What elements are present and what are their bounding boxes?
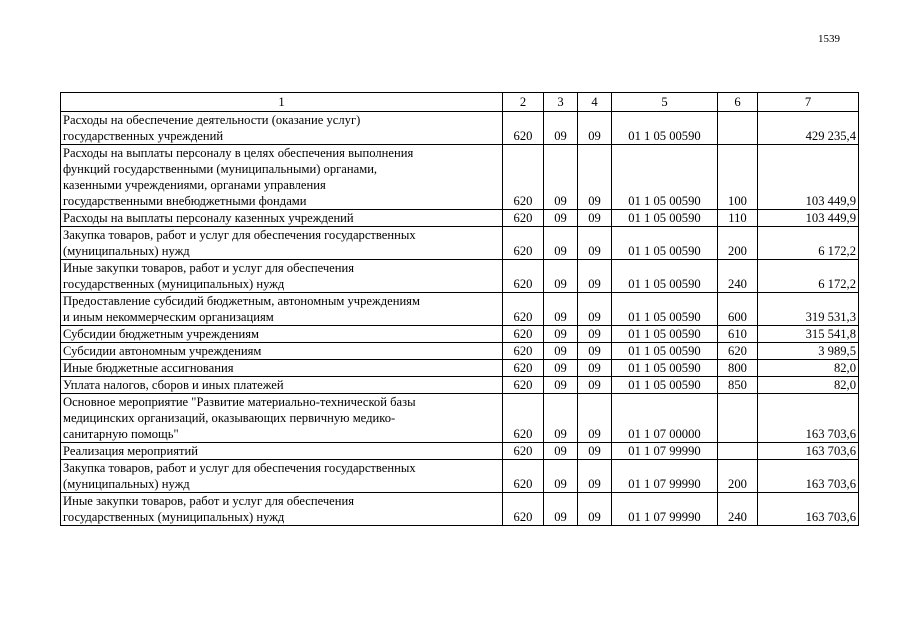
table-row bbox=[61, 343, 859, 360]
expense-type-code: 620 bbox=[718, 343, 758, 360]
target-article-code: 01 1 07 00000 bbox=[612, 394, 718, 443]
expense-description: Иные бюджетные ассигнования bbox=[61, 360, 503, 377]
section-code: 09 bbox=[544, 326, 578, 343]
table-row bbox=[61, 493, 859, 526]
amount: 6 172,2 bbox=[758, 260, 859, 293]
section-code: 09 bbox=[544, 210, 578, 227]
subsection-code: 09 bbox=[578, 460, 612, 493]
expense-type-code: 110 bbox=[718, 210, 758, 227]
amount: 315 541,8 bbox=[758, 326, 859, 343]
section-code: 09 bbox=[544, 145, 578, 210]
ministry-code: 620 bbox=[503, 360, 544, 377]
table-row bbox=[61, 260, 859, 293]
expense-type-code: 240 bbox=[718, 260, 758, 293]
expense-type-code: 200 bbox=[718, 227, 758, 260]
section-code: 09 bbox=[544, 112, 578, 145]
expense-type-code bbox=[718, 443, 758, 460]
table-row bbox=[61, 360, 859, 377]
subsection-code: 09 bbox=[578, 112, 612, 145]
expense-description: Расходы на выплаты персоналу казенных учреждений bbox=[61, 210, 503, 227]
table-row bbox=[61, 377, 859, 394]
target-article-code: 01 1 05 00590 bbox=[612, 145, 718, 210]
budget-table bbox=[60, 92, 859, 526]
ministry-code: 620 bbox=[503, 326, 544, 343]
expense-description: Основное мероприятие "Развитие материально-технической базы медицинских организаций, оказывающих первичную медико- санитарную помощь" bbox=[61, 394, 503, 443]
table-row bbox=[61, 326, 859, 343]
expense-type-code: 240 bbox=[718, 493, 758, 526]
ministry-code: 620 bbox=[503, 227, 544, 260]
target-article-code: 01 1 05 00590 bbox=[612, 112, 718, 145]
table-row bbox=[61, 293, 859, 326]
table-row bbox=[61, 112, 859, 145]
subsection-code: 09 bbox=[578, 343, 612, 360]
target-article-code: 01 1 05 00590 bbox=[612, 343, 718, 360]
column-header: 6 bbox=[718, 93, 758, 112]
expense-type-code: 850 bbox=[718, 377, 758, 394]
subsection-code: 09 bbox=[578, 293, 612, 326]
ministry-code: 620 bbox=[503, 145, 544, 210]
amount: 6 172,2 bbox=[758, 227, 859, 260]
section-code: 09 bbox=[544, 260, 578, 293]
table-body bbox=[61, 112, 859, 526]
expense-description: Расходы на обеспечение деятельности (оказание услуг) государственных учреждений bbox=[61, 112, 503, 145]
ministry-code: 620 bbox=[503, 493, 544, 526]
target-article-code: 01 1 05 00590 bbox=[612, 227, 718, 260]
ministry-code: 620 bbox=[503, 260, 544, 293]
amount: 163 703,6 bbox=[758, 460, 859, 493]
column-header: 4 bbox=[578, 93, 612, 112]
expense-type-code: 600 bbox=[718, 293, 758, 326]
table-row bbox=[61, 210, 859, 227]
section-code: 09 bbox=[544, 460, 578, 493]
section-code: 09 bbox=[544, 493, 578, 526]
subsection-code: 09 bbox=[578, 326, 612, 343]
target-article-code: 01 1 07 99990 bbox=[612, 460, 718, 493]
table-row bbox=[61, 394, 859, 443]
amount: 163 703,6 bbox=[758, 394, 859, 443]
expense-description: Субсидии бюджетным учреждениям bbox=[61, 326, 503, 343]
subsection-code: 09 bbox=[578, 377, 612, 394]
amount: 82,0 bbox=[758, 377, 859, 394]
expense-description: Субсидии автономным учреждениям bbox=[61, 343, 503, 360]
target-article-code: 01 1 05 00590 bbox=[612, 326, 718, 343]
column-header: 1 bbox=[61, 93, 503, 112]
ministry-code: 620 bbox=[503, 377, 544, 394]
column-header: 7 bbox=[758, 93, 859, 112]
ministry-code: 620 bbox=[503, 293, 544, 326]
amount: 103 449,9 bbox=[758, 210, 859, 227]
subsection-code: 09 bbox=[578, 360, 612, 377]
ministry-code: 620 bbox=[503, 343, 544, 360]
expense-description: Иные закупки товаров, работ и услуг для обеспечения государственных (муниципальных) нужд bbox=[61, 260, 503, 293]
target-article-code: 01 1 05 00590 bbox=[612, 260, 718, 293]
subsection-code: 09 bbox=[578, 145, 612, 210]
expense-description: Закупка товаров, работ и услуг для обеспечения государственных (муниципальных) нужд bbox=[61, 227, 503, 260]
amount: 163 703,6 bbox=[758, 443, 859, 460]
subsection-code: 09 bbox=[578, 443, 612, 460]
table-row bbox=[61, 227, 859, 260]
section-code: 09 bbox=[544, 377, 578, 394]
target-article-code: 01 1 07 99990 bbox=[612, 443, 718, 460]
subsection-code: 09 bbox=[578, 394, 612, 443]
subsection-code: 09 bbox=[578, 493, 612, 526]
ministry-code: 620 bbox=[503, 443, 544, 460]
subsection-code: 09 bbox=[578, 260, 612, 293]
section-code: 09 bbox=[544, 394, 578, 443]
table-row bbox=[61, 145, 859, 210]
amount: 429 235,4 bbox=[758, 112, 859, 145]
target-article-code: 01 1 05 00590 bbox=[612, 210, 718, 227]
amount: 82,0 bbox=[758, 360, 859, 377]
section-code: 09 bbox=[544, 443, 578, 460]
expense-type-code bbox=[718, 112, 758, 145]
expense-description: Иные закупки товаров, работ и услуг для обеспечения государственных (муниципальных) нужд bbox=[61, 493, 503, 526]
ministry-code: 620 bbox=[503, 394, 544, 443]
column-header: 5 bbox=[612, 93, 718, 112]
ministry-code: 620 bbox=[503, 460, 544, 493]
page-number: 1539 bbox=[818, 33, 840, 45]
ministry-code: 620 bbox=[503, 210, 544, 227]
column-header: 3 bbox=[544, 93, 578, 112]
expense-description: Предоставление субсидий бюджетным, автономным учреждениям и иным некоммерческим организациям bbox=[61, 293, 503, 326]
target-article-code: 01 1 05 00590 bbox=[612, 293, 718, 326]
target-article-code: 01 1 07 99990 bbox=[612, 493, 718, 526]
amount: 163 703,6 bbox=[758, 493, 859, 526]
subsection-code: 09 bbox=[578, 227, 612, 260]
amount: 3 989,5 bbox=[758, 343, 859, 360]
ministry-code: 620 bbox=[503, 112, 544, 145]
expense-type-code: 800 bbox=[718, 360, 758, 377]
expense-description: Уплата налогов, сборов и иных платежей bbox=[61, 377, 503, 394]
expense-description: Реализация мероприятий bbox=[61, 443, 503, 460]
table-row bbox=[61, 443, 859, 460]
amount: 103 449,9 bbox=[758, 145, 859, 210]
column-header: 2 bbox=[503, 93, 544, 112]
section-code: 09 bbox=[544, 227, 578, 260]
section-code: 09 bbox=[544, 293, 578, 326]
target-article-code: 01 1 05 00590 bbox=[612, 360, 718, 377]
expense-type-code: 100 bbox=[718, 145, 758, 210]
table-row bbox=[61, 460, 859, 493]
section-code: 09 bbox=[544, 343, 578, 360]
header-row bbox=[61, 93, 859, 112]
expense-type-code: 610 bbox=[718, 326, 758, 343]
expense-type-code bbox=[718, 394, 758, 443]
amount: 319 531,3 bbox=[758, 293, 859, 326]
expense-description: Закупка товаров, работ и услуг для обеспечения государственных (муниципальных) нужд bbox=[61, 460, 503, 493]
section-code: 09 bbox=[544, 360, 578, 377]
target-article-code: 01 1 05 00590 bbox=[612, 377, 718, 394]
expense-type-code: 200 bbox=[718, 460, 758, 493]
expense-description: Расходы на выплаты персоналу в целях обеспечения выполнения функций государственными (муниципальными) органами, казенными учреждениями, органами управления государственными внебюджетными фондами bbox=[61, 145, 503, 210]
subsection-code: 09 bbox=[578, 210, 612, 227]
